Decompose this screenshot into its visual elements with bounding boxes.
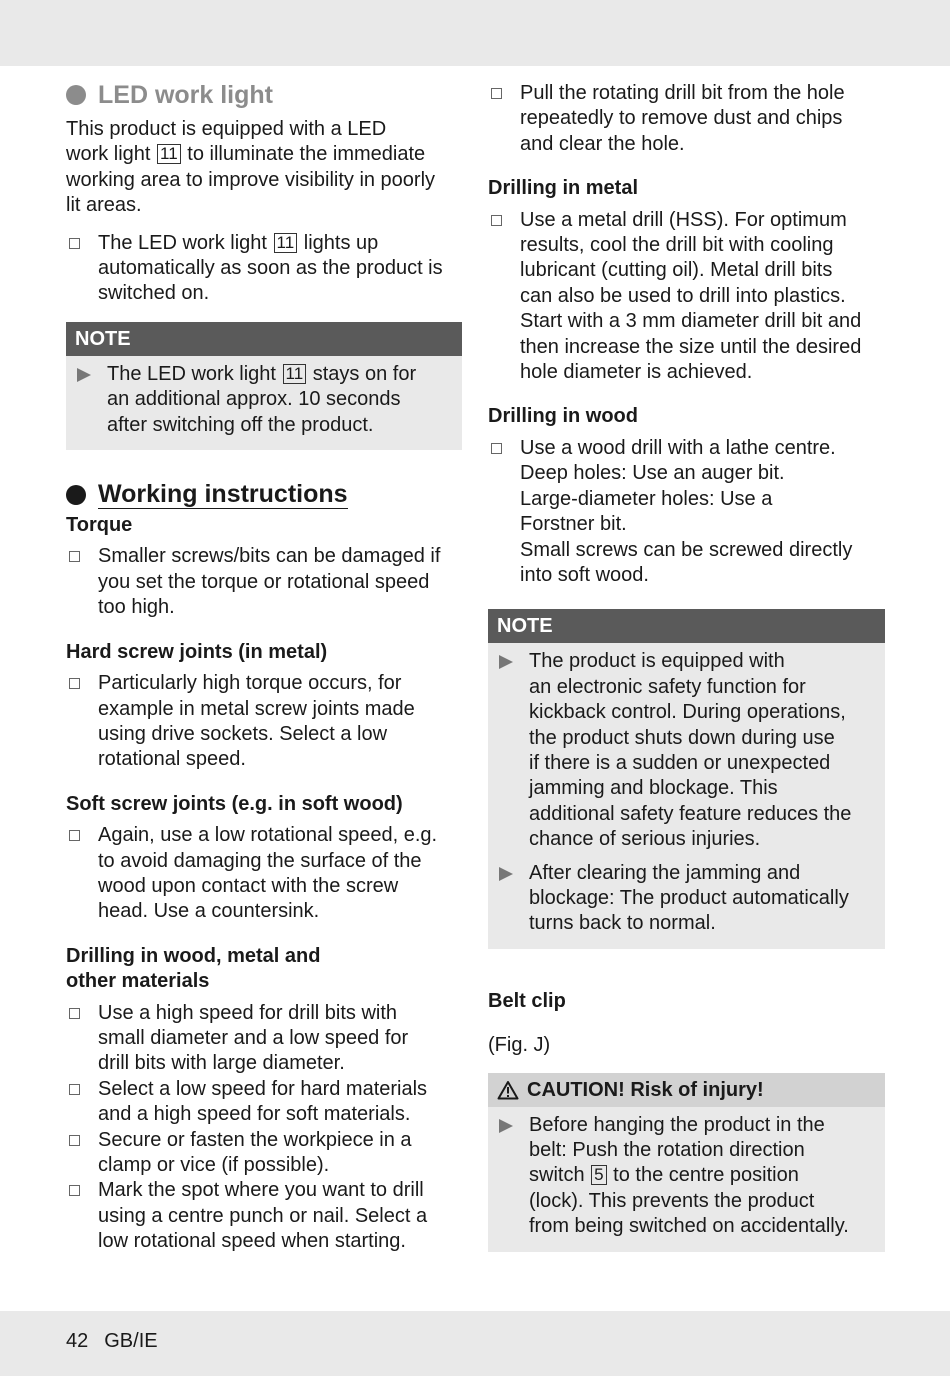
list-item: Secure or fasten the workpiece in a clamp or vice (if possible).	[66, 1128, 462, 1179]
led-intro-paragraph: This product is equipped with a LED work light 11 to illuminate the immediate working area to improve visibility in poorly lit areas.	[66, 118, 436, 217]
caution-header: CAUTION! Risk of injury!	[488, 1073, 885, 1107]
belt-clip-heading: Belt clip	[488, 989, 566, 1012]
torque-heading: Torque	[66, 514, 133, 537]
part-ref-11: 11	[157, 144, 181, 164]
drilling-list	[66, 1001, 462, 1255]
arrow-bullet-icon	[499, 1119, 513, 1133]
checkbox-bullet-icon	[491, 443, 502, 454]
arrow-bullet-icon	[499, 655, 513, 669]
pull-list	[488, 81, 885, 157]
note-item: The product is equipped with an electronic safety function for kickback control. During operations, the product shuts down during use if there is a sudden or unexpected jamming and blockage. This additional safety feature reduces the chance of serious injuries.	[497, 649, 877, 852]
list-item: Use a metal drill (HSS). For optimum results, cool the drill bit with cooling lubricant (cutting oil). Metal drill bits can also be used to drill into plastics. Start with a 3 mm diameter drill bit and then increase the size until the desired hole diameter is achieved.	[488, 208, 885, 386]
list-item: Smaller screws/bits can be damaged if you set the torque or rotational speed too high.	[66, 544, 462, 620]
hard-list	[66, 671, 462, 773]
caution-item: Before hanging the product in the belt: Push the rotation direction switch 5 to the centre position (lock). This prevents the product from being switched on accidentally.	[497, 1113, 877, 1240]
left-column	[66, 80, 462, 1255]
drilling-in-metal-heading: Drilling in metal	[488, 177, 639, 200]
list-item: Again, use a low rotational speed, e.g. to avoid damaging the surface of the wood upon contact with the screw head. Use a countersink.	[66, 823, 462, 925]
checkbox-bullet-icon	[69, 1185, 80, 1196]
led-work-light-heading: LED work light	[66, 80, 462, 110]
checkbox-bullet-icon	[69, 1084, 80, 1095]
list-item: Pull the rotating drill bit from the hole repeatedly to remove dust and chips and clear the hole.	[488, 81, 885, 157]
checkbox-bullet-icon	[69, 1135, 80, 1146]
bullet-dot-icon	[66, 485, 86, 505]
note-header: NOTE	[488, 609, 885, 643]
checkbox-bullet-icon	[69, 678, 80, 689]
working-instructions-heading: Working instructions	[66, 480, 462, 509]
hard-screw-joints-heading: Hard screw joints (in metal)	[66, 640, 328, 663]
header-band	[0, 0, 950, 66]
checkbox-bullet-icon	[491, 88, 502, 99]
soft-screw-joints-heading: Soft screw joints (e.g. in soft wood)	[66, 792, 403, 815]
arrow-bullet-icon	[499, 867, 513, 881]
wood-list	[488, 436, 885, 588]
note-box	[66, 322, 462, 450]
page-footer	[66, 1330, 174, 1353]
list-item: Use a high speed for drill bits with small diameter and a low speed for drill bits with large diameter.	[66, 1001, 462, 1077]
part-ref-5: 5	[591, 1165, 606, 1185]
warning-triangle-icon	[497, 1080, 519, 1100]
arrow-bullet-icon	[77, 368, 91, 382]
part-ref-11: 11	[283, 364, 307, 384]
led-list	[66, 231, 462, 307]
list-item: Select a low speed for hard materials and a high speed for soft materials.	[66, 1077, 462, 1128]
note-header: NOTE	[66, 322, 462, 356]
list-item: Mark the spot where you want to drill using a centre punch or nail. Select a low rotational speed when starting.	[66, 1178, 462, 1254]
checkbox-bullet-icon	[69, 830, 80, 841]
metal-list	[488, 208, 885, 386]
torque-list	[66, 544, 462, 620]
drilling-in-wood-heading: Drilling in wood	[488, 405, 638, 428]
part-ref-11: 11	[274, 233, 298, 253]
note-item: The LED work light 11 stays on for an additional approx. 10 seconds after switching off the product.	[75, 362, 454, 438]
checkbox-bullet-icon	[69, 1008, 80, 1019]
checkbox-bullet-icon	[69, 551, 80, 562]
caution-box	[488, 1073, 885, 1252]
list-item: Particularly high torque occurs, for example in metal screw joints made using drive sockets. Select a low rotational speed.	[66, 671, 462, 773]
note-box	[488, 609, 885, 948]
checkbox-bullet-icon	[69, 238, 80, 249]
list-item: Use a wood drill with a lathe centre. Deep holes: Use an auger bit. Large-diameter holes: Use a Forstner bit. Small screws can be screwed directly into soft wood.	[488, 436, 885, 588]
list-item: The LED work light 11 lights up automatically as soon as the product is switched on.	[66, 231, 462, 307]
note-item: After clearing the jamming and blockage: The product automatically turns back to normal.	[497, 861, 877, 937]
right-column	[488, 80, 885, 1252]
soft-list	[66, 823, 462, 925]
bullet-dot-icon	[66, 85, 86, 105]
figure-reference: (Fig. J)	[488, 1034, 551, 1057]
checkbox-bullet-icon	[491, 215, 502, 226]
page-number: 42	[66, 1330, 89, 1352]
language-code: GB/IE	[104, 1330, 158, 1352]
drilling-materials-heading: Drilling in wood, metal and other materials	[66, 944, 321, 993]
